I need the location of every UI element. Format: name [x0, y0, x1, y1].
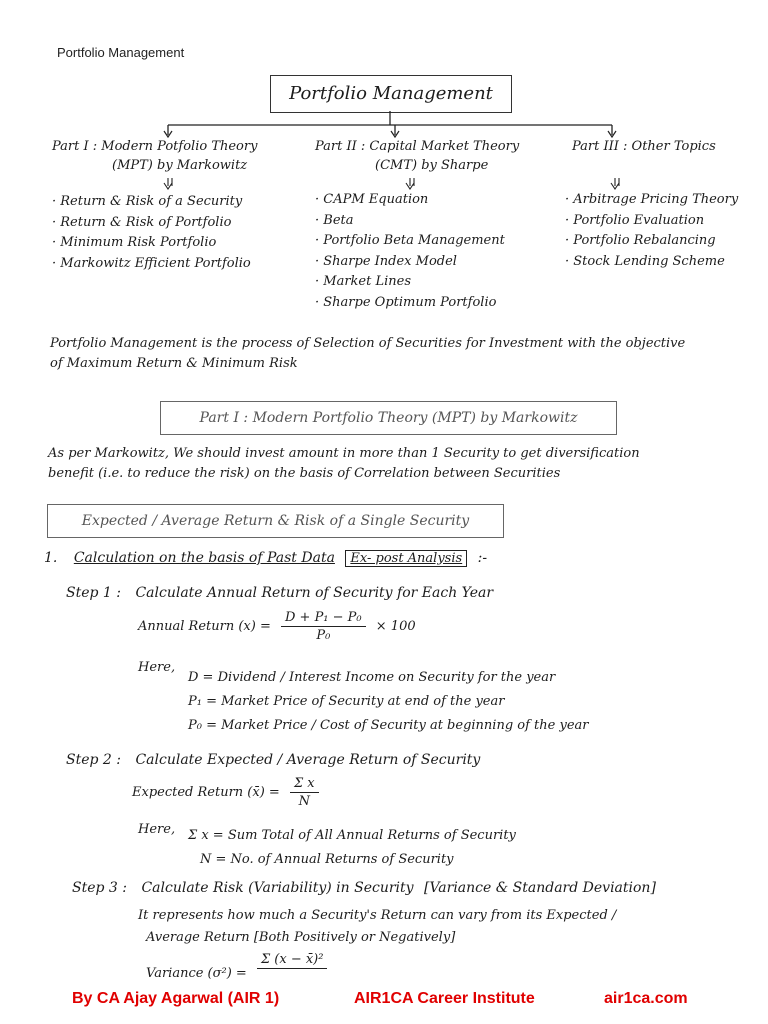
step-1-here: Here,: [138, 660, 176, 675]
mindmap-part-1-title: [52, 137, 257, 175]
list-item: · Portfolio Rebalancing: [565, 233, 716, 248]
expected-return-formula: [132, 776, 325, 809]
step-label: Step 1 :: [66, 585, 121, 601]
formula-numerator: D + P₁ − P₀: [281, 610, 366, 627]
definition-item: N = No. of Annual Returns of Security: [200, 852, 454, 867]
step-label: Step 2 :: [66, 752, 121, 768]
mindmap-part-2-title-line: (CMT) by Sharpe: [375, 158, 489, 173]
list-item: · Sharpe Index Model: [315, 253, 457, 269]
part-1-heading: Part I : Modern Portfolio Theory (MPT) by Markowitz: [199, 410, 578, 426]
formula-lhs: Variance (σ²) =: [146, 966, 247, 981]
step-2-here: Here,: [138, 822, 176, 837]
step-3-line-2: It represents how much a Security's Return can vary from its Expected /: [138, 908, 617, 923]
list-item: · Markowitz Efficient Portfolio: [52, 255, 251, 271]
list-item: · Stock Lending Scheme: [565, 253, 725, 269]
list-item: · Portfolio Evaluation: [565, 212, 705, 228]
section-heading: Expected / Average Return & Risk of a Single Security: [81, 513, 470, 529]
formula-lhs: Expected Return (x̄) =: [132, 785, 280, 800]
section-heading-box: [47, 504, 504, 538]
step-1-definitions: [188, 666, 588, 738]
mindmap-part-1-list: [52, 192, 251, 274]
formula-denominator: P₀: [316, 628, 331, 643]
mindmap-part-2-title: [315, 137, 519, 175]
intro-line: As per Markowitz, We should invest amount in more than 1 Security to get diversification: [48, 446, 640, 461]
definition-item: P₀ = Market Price / Cost of Security at beginning of the year: [188, 718, 589, 733]
variance-formula: [146, 952, 333, 982]
list-item: · Portfolio Beta Management: [315, 233, 505, 248]
page-header-title: Portfolio Management: [57, 45, 185, 60]
method-1-title: [44, 550, 487, 566]
list-item: · Return & Risk of a Security: [52, 194, 243, 209]
list-item: · Return & Risk of Portfolio: [52, 214, 232, 230]
step-3-line-3: Average Return [Both Positively or Negatively]: [146, 930, 456, 945]
formula-lhs: Annual Return (x) =: [138, 619, 271, 634]
step-1: [66, 585, 493, 601]
mindmap-part-3-title-line: Part III : Other Topics: [572, 139, 716, 154]
definition-line: of Maximum Return & Minimum Risk: [50, 356, 298, 371]
footer-author: By CA Ajay Agarwal (AIR 1): [72, 990, 280, 1007]
formula-fraction: [290, 776, 319, 809]
mindmap-part-3-title: [572, 137, 716, 156]
formula-numerator: Σ (x − x̄)²: [257, 952, 328, 969]
definition-paragraph: [50, 334, 685, 374]
definition-item: P₁ = Market Price of Security at end of the year: [188, 694, 505, 709]
annual-return-formula: [138, 610, 416, 643]
part-1-heading-box: [160, 401, 617, 435]
list-item: · Sharpe Optimum Portfolio: [315, 294, 497, 310]
footer-institute: AIR1CA Career Institute: [354, 990, 535, 1007]
step-text: Calculate Annual Return of Security for Each Year: [135, 585, 494, 601]
mindmap-part-2-title-line: Part II : Capital Market Theory: [315, 139, 520, 154]
mindmap-part-1-title-line: (MPT) by Markowitz: [112, 158, 248, 173]
intro-line: benefit (i.e. to reduce the risk) on the basis of Correlation between Securities: [48, 466, 561, 481]
step-label: Step 3 :: [72, 880, 127, 896]
step-3-bracket: [Variance & Standard Deviation]: [424, 880, 656, 896]
list-item: · Market Lines: [315, 274, 411, 289]
method-tag: Ex- post Analysis: [345, 550, 467, 567]
footer: [0, 988, 768, 1012]
definition-line: Portfolio Management is the process of Selection of Securities for Investment with the objective: [50, 336, 686, 351]
list-item: · Beta: [315, 212, 354, 228]
list-item: · CAPM Equation: [315, 192, 429, 207]
mindmap-part-1-title-line: Part I : Modern Potfolio Theory: [52, 139, 258, 154]
step-3-line-3-text: Average Return: [146, 930, 250, 945]
list-item: · Arbitrage Pricing Theory: [565, 192, 739, 207]
method-suffix: :-: [477, 550, 488, 566]
bracket-text: Variance & Standard Deviation: [429, 880, 651, 896]
formula-fraction: [257, 952, 328, 969]
method-number: 1.: [44, 550, 58, 566]
step-text: Calculate Expected / Average Return of Security: [135, 752, 481, 768]
mindmap-part-2-list: [315, 190, 505, 313]
step-2-definitions: [188, 824, 516, 872]
definition-item: Σ x = Sum Total of All Annual Returns of Security: [188, 828, 516, 843]
method-title: Calculation on the basis of Past Data: [73, 550, 335, 566]
mindmap-part-3-list: [565, 190, 738, 272]
formula-numerator: Σ x: [290, 776, 319, 793]
step-2: [66, 752, 480, 768]
step-3-line-3-bracket: Both Positively or Negatively: [258, 930, 451, 945]
definition-item: D = Dividend / Interest Income on Security for the year: [188, 670, 556, 685]
step-text: Calculate Risk (Variability) in Security: [141, 880, 414, 896]
formula-tail: × 100: [375, 619, 416, 634]
markowitz-intro: [48, 444, 640, 484]
formula-denominator: N: [298, 794, 310, 809]
mindmap-root-label: Portfolio Management: [289, 83, 493, 104]
footer-website[interactable]: air1ca.com: [604, 990, 688, 1007]
list-item: · Minimum Risk Portfolio: [52, 235, 217, 250]
step-3: [72, 880, 656, 896]
formula-fraction: [281, 610, 366, 643]
